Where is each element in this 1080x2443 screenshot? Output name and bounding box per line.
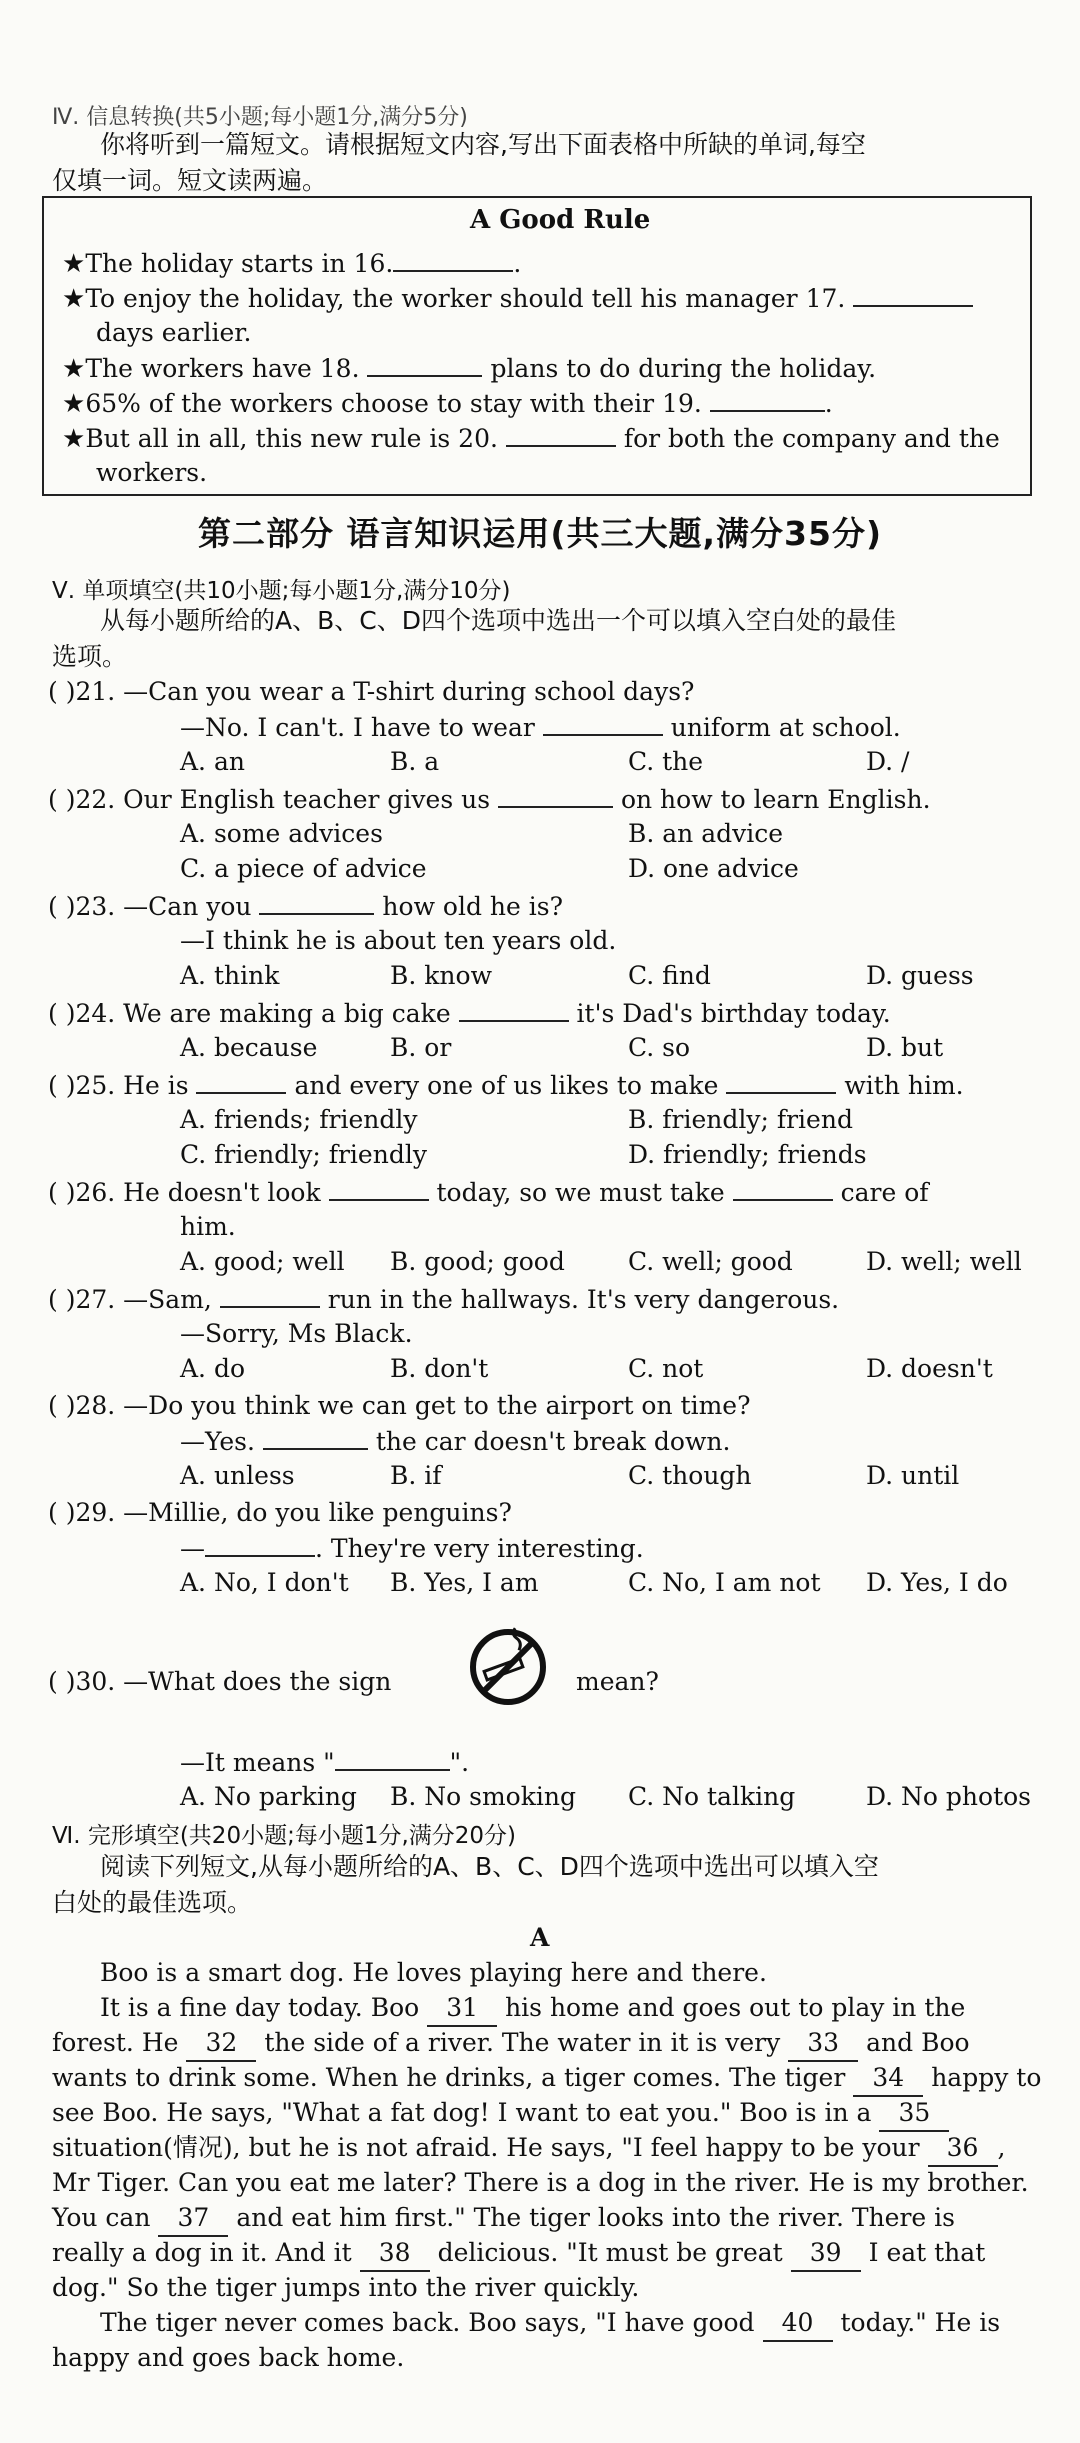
q22-option-d[interactable]: D. one advice [628,854,799,883]
passage-label: A [530,1923,550,1952]
cloze-blank-35[interactable]: 35 [879,2096,949,2132]
q30-blank[interactable] [335,1745,450,1771]
q26-option-d[interactable]: D. well; well [866,1247,1022,1276]
q29-option-a[interactable]: A. No, I don't [180,1568,349,1597]
part-two-title: 第二部分 语言知识运用(共三大题,满分35分) [197,514,883,553]
passage-line-4: wants to drink some. When he drinks, a tiger comes. The tiger 34 happy to [52,2061,1041,2097]
rule-row-20: ★But all in all, this new rule is 20. for both the company and the [62,421,1000,456]
part-vi-instruction-2: 白处的最佳选项。 [52,1888,253,1917]
q26-option-a[interactable]: A. good; well [180,1247,345,1276]
star-icon: ★ [62,389,86,419]
q27-stem: ( )27. —Sam, run in the hallways. It's very dangerous. [48,1282,839,1317]
q25-blank-1[interactable] [196,1068,286,1094]
passage-line-1: Boo is a smart dog. He loves playing here and there. [100,1958,767,1987]
passage-line-8: You can 37 and eat him first." The tiger looks into the river. There is [52,2201,955,2237]
q30-option-c[interactable]: C. No talking [628,1782,796,1811]
q23-option-c[interactable]: C. find [628,961,711,990]
rule-table-title: A Good Rule [470,205,651,235]
q25-stem: ( )25. He is and every one of us likes to make with him. [48,1068,964,1103]
q25-blank-2[interactable] [726,1068,836,1094]
q23-option-a[interactable]: A. think [180,961,280,990]
q30-option-b[interactable]: B. No smoking [390,1782,576,1811]
q26-stem: ( )26. He doesn't look today, so we must take care of [48,1175,929,1210]
cloze-blank-32[interactable]: 32 [186,2026,256,2062]
star-icon: ★ [62,284,86,314]
q26-blank-2[interactable] [733,1175,833,1201]
q25-option-d[interactable]: D. friendly; friends [628,1140,867,1169]
part-v-instruction-2: 选项。 [52,642,128,671]
q30-line2: —It means " ". [180,1745,469,1780]
part-v-instruction-1: 从每小题所给的A、B、C、D四个选项中选出一个可以填入空白处的最佳 [100,606,896,635]
q28-option-c[interactable]: C. though [628,1461,752,1490]
q25-option-a[interactable]: A. friends; friendly [180,1105,418,1134]
q27-option-d[interactable]: D. doesn't [866,1354,993,1383]
passage-line-11: The tiger never comes back. Boo says, "I have good 40 today." He is [100,2306,1000,2342]
answer-blank-17[interactable] [853,281,973,307]
part-vi-heading: Ⅵ. 完形填空(共20小题;每小题1分,满分20分) [52,1823,517,1849]
q30-option-d[interactable]: D. No photos [866,1782,1032,1811]
q29-line2: — . They're very interesting. [180,1531,644,1566]
q29-blank[interactable] [205,1531,315,1557]
q27-line2: —Sorry, Ms Black. [180,1319,413,1348]
cloze-blank-34[interactable]: 34 [853,2061,923,2097]
q24-stem: ( )24. We are making a big cake it's Dad's birthday today. [48,996,891,1031]
cloze-blank-37[interactable]: 37 [158,2201,228,2237]
q23-option-b[interactable]: B. know [390,961,492,990]
q24-option-c[interactable]: C. so [628,1033,691,1062]
rule-row-18: ★The workers have 18. plans to do during the holiday. [62,351,876,386]
star-icon: ★ [62,249,86,279]
q25-option-c[interactable]: C. friendly; friendly [180,1140,427,1169]
q24-blank[interactable] [459,996,569,1022]
passage-line-7: Mr Tiger. Can you eat me later? There is a dog in the river. He is my brother. [52,2168,1029,2197]
q27-option-c[interactable]: C. not [628,1354,704,1383]
part-iv-instruction-2: 仅填一词。短文读两遍。 [52,166,328,195]
q22-option-a[interactable]: A. some advices [180,819,383,848]
rule-row-20-cont: workers. [96,458,208,487]
q26-option-c[interactable]: C. well; good [628,1247,793,1276]
part-iv-instruction-1: 你将听到一篇短文。请根据短文内容,写出下面表格中所缺的单词,每空 [100,130,866,159]
q22-blank[interactable] [498,782,613,808]
q21-stem: ( )21. —Can you wear a T-shirt during school days? [48,677,695,706]
passage-line-6: situation(情况), but he is not afraid. He says, "I feel happy to be your 36 , [52,2131,1005,2167]
q22-stem: ( )22. Our English teacher gives us on how to learn English. [48,782,931,817]
q21-blank[interactable] [543,710,663,736]
cloze-blank-40[interactable]: 40 [763,2306,833,2342]
q28-option-a[interactable]: A. unless [180,1461,295,1490]
q24-option-a[interactable]: A. because [180,1033,318,1062]
cloze-blank-39[interactable]: 39 [791,2236,861,2272]
q28-stem: ( )28. —Do you think we can get to the airport on time? [48,1391,751,1420]
answer-blank-16[interactable] [393,246,513,272]
q26-line2: him. [180,1212,236,1241]
q21-line2: —No. I can't. I have to wear uniform at school. [180,710,901,745]
q29-stem: ( )29. —Millie, do you like penguins? [48,1498,512,1527]
q21-option-d[interactable]: D. / [866,747,910,776]
star-icon: ★ [62,424,86,454]
q28-option-d[interactable]: D. until [866,1461,960,1490]
answer-blank-18[interactable] [367,351,482,377]
q23-line2: —I think he is about ten years old. [180,926,617,955]
q29-option-d[interactable]: D. Yes, I do [866,1568,1008,1597]
part-v-heading: Ⅴ. 单项填空(共10小题;每小题1分,满分10分) [52,578,511,604]
q21-option-c[interactable]: C. the [628,747,704,776]
rule-row-19: ★65% of the workers choose to stay with their 19. . [62,386,833,421]
q27-option-b[interactable]: B. don't [390,1354,489,1383]
rule-row-17-cont: days earlier. [96,318,252,347]
passage-line-3: forest. He 32 the side of a river. The water in it is very 33 and Boo [52,2026,970,2062]
q30-option-a[interactable]: A. No parking [180,1782,357,1811]
passage-line-9: really a dog in it. And it 38 delicious. "It must be great 39 I eat that [52,2236,985,2272]
cloze-blank-31[interactable]: 31 [427,1991,497,2027]
q23-blank[interactable] [259,889,374,915]
q26-blank-1[interactable] [329,1175,429,1201]
q21-option-b[interactable]: B. a [390,747,440,776]
rule-row-16: ★The holiday starts in 16. . [62,246,521,281]
q29-option-c[interactable]: C. No, I am not [628,1568,821,1597]
q24-option-d[interactable]: D. but [866,1033,944,1062]
answer-blank-20[interactable] [506,421,616,447]
part-iv-heading: Ⅳ. 信息转换(共5小题;每小题1分,满分5分) [52,105,468,130]
q28-blank[interactable] [263,1424,368,1450]
cloze-blank-33[interactable]: 33 [788,2026,858,2062]
star-icon: ★ [62,354,86,384]
q26-option-b[interactable]: B. good; good [390,1247,565,1276]
passage-line-12: happy and goes back home. [52,2343,405,2372]
q21-option-a[interactable]: A. an [180,747,245,776]
q24-option-b[interactable]: B. or [390,1033,452,1062]
q28-line2: —Yes. the car doesn't break down. [180,1424,730,1459]
rule-row-17: ★To enjoy the holiday, the worker should tell his manager 17. [62,281,973,316]
q23-option-d[interactable]: D. guess [866,961,974,990]
q30-stem-b: mean? [576,1667,659,1696]
q28-option-b[interactable]: B. if [390,1461,442,1490]
q30-stem-a: ( )30. —What does the sign [48,1667,392,1696]
q25-option-b[interactable]: B. friendly; friend [628,1105,853,1134]
passage-line-5: see Boo. He says, "What a fat dog! I want to eat you." Boo is in a 35 [52,2096,949,2132]
q22-option-c[interactable]: C. a piece of advice [180,854,427,883]
cloze-blank-38[interactable]: 38 [360,2236,430,2272]
q22-option-b[interactable]: B. an advice [628,819,784,848]
q27-option-a[interactable]: A. do [180,1354,246,1383]
answer-blank-19[interactable] [710,386,825,412]
passage-line-2: It is a fine day today. Boo 31 his home and goes out to play in the [100,1991,965,2027]
no-smoking-sign-icon [468,1627,548,1707]
cloze-blank-36[interactable]: 36 [928,2131,998,2167]
part-vi-instruction-1: 阅读下列短文,从每小题所给的A、B、C、D四个选项中选出可以填入空 [100,1852,879,1881]
q23-stem: ( )23. —Can you how old he is? [48,889,563,924]
passage-line-10: dog." So the tiger jumps into the river quickly. [52,2273,640,2302]
q29-option-b[interactable]: B. Yes, I am [390,1568,539,1597]
q27-blank[interactable] [220,1282,320,1308]
